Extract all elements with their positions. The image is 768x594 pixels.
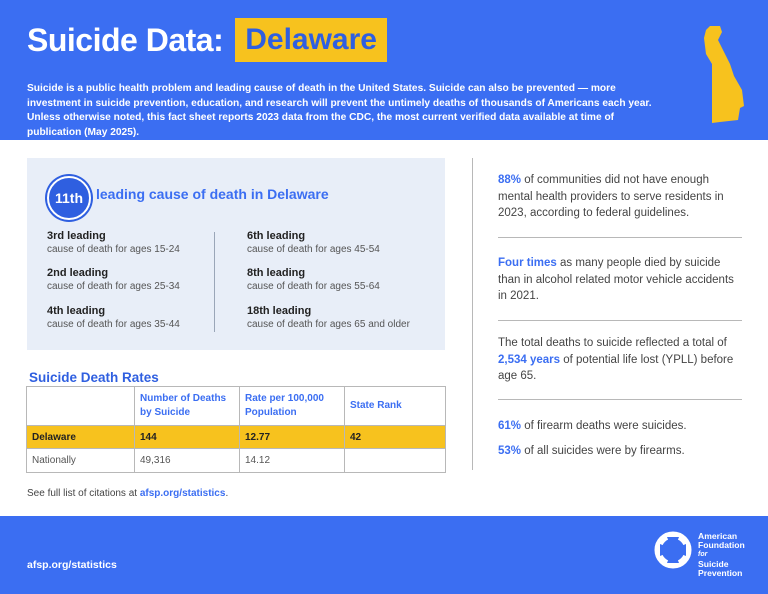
fact-item: [498, 172, 743, 222]
ranking-item: [47, 266, 247, 294]
table-cell: [345, 449, 446, 473]
table-cell: 144: [135, 426, 240, 449]
title-text: Suicide Data:: [27, 21, 224, 58]
column-divider: [214, 232, 215, 332]
table-header-row: [27, 387, 446, 426]
life-ring-icon: [654, 531, 692, 569]
header-cell: State Rank: [345, 387, 446, 426]
fact-highlight: 88%: [498, 174, 522, 186]
table-row: [27, 449, 446, 473]
org-line: Prevention: [698, 567, 743, 578]
rates-title: Suicide Death Rates: [29, 370, 159, 385]
fact-item: [498, 443, 743, 460]
footer-banner: [0, 516, 768, 594]
fact-text: as many people died by suicide than in alcohol related motor vehicle accidents in 2021.: [498, 257, 734, 302]
table-cell: 49,316: [135, 449, 240, 473]
org-line: American: [698, 531, 738, 541]
fact-text: of all suicides were by firearms.: [521, 445, 685, 457]
ranking-item-desc: cause of death for ages 65 and older: [247, 319, 410, 330]
org-line: Foundation: [698, 540, 745, 551]
fact-text: of potential life lost (YPLL) before age 65.: [498, 353, 734, 382]
ranking-item-title: 8th leading: [247, 267, 306, 279]
footer-link[interactable]: afsp.org/statistics: [27, 559, 117, 571]
ranking-item: [47, 229, 247, 257]
org-name: [698, 532, 745, 578]
ranking-item-desc: cause of death for ages 15-24: [47, 244, 180, 255]
citation-prefix: See full list of citations at: [27, 488, 140, 499]
ranking-item-desc: cause of death for ages 25-34: [47, 281, 180, 292]
ranking-item: [247, 304, 447, 332]
fact-highlight: 53%: [498, 445, 522, 457]
fact-highlight: 2,534 years: [498, 353, 561, 366]
ranking-item-desc: cause of death for ages 35-44: [47, 319, 180, 330]
ranking-item-title: 4th leading: [47, 305, 106, 317]
ranking-item-title: 2nd leading: [47, 267, 109, 279]
state-name-badge: Delaware: [235, 18, 387, 62]
page-title: [27, 18, 387, 62]
ranking-item-title: 6th leading: [247, 230, 306, 242]
fact-text: of firearm deaths were suicides.: [521, 420, 687, 432]
header-cell: [27, 387, 135, 426]
fact-item: [498, 418, 743, 435]
fact-pre: The total deaths to suicide reflected a total of: [498, 337, 727, 349]
table-row: [27, 426, 446, 449]
rank-label: leading cause of death in Delaware: [96, 186, 329, 202]
org-line: for: [698, 551, 708, 559]
table-cell: 42: [345, 426, 446, 449]
header-cell: Rate per 100,000 Population: [240, 387, 345, 426]
table-cell: 12.77: [240, 426, 345, 449]
ranking-item-title: 3rd leading: [47, 230, 106, 242]
ranking-item: [47, 304, 247, 332]
divider: [498, 399, 742, 400]
intro-paragraph: Suicide is a public health problem and leading cause of death in the United States. Suicide can also be prevented — more investment in suicide prevention, education, and research will prevent the untimely deaths of thousands of Americans each year. Unless otherwise noted, this fact sheet reports 2023 data from the CDC, the most current verified data available at time of publication (May 2025).: [27, 83, 652, 138]
fact-text: of communities did not have enough mental health providers to serve residents in 2023, according to federal guidelines.: [498, 174, 724, 219]
rates-table: [26, 386, 446, 473]
divider: [498, 320, 742, 321]
citation-link[interactable]: afsp.org/statistics: [139, 488, 226, 499]
ranking-item-title: 18th leading: [247, 305, 312, 317]
fact-highlight: 61%: [498, 420, 522, 432]
ranking-item: [247, 266, 447, 294]
fact-item: [498, 255, 743, 305]
citation-note: [27, 488, 228, 499]
fact-highlight: Four times: [498, 257, 557, 269]
vertical-divider: [472, 158, 473, 470]
table-cell: Nationally: [27, 449, 135, 473]
ranking-item-desc: cause of death for ages 55-64: [247, 281, 380, 292]
delaware-map-icon: [690, 24, 744, 124]
table-cell: Delaware: [27, 426, 135, 449]
divider: [498, 237, 742, 238]
org-line: Suicide: [698, 558, 729, 569]
ranking-item-desc: cause of death for ages 45-54: [247, 244, 380, 255]
table-cell: 14.12: [240, 449, 345, 473]
citation-suffix: .: [225, 488, 229, 499]
fact-item: [498, 335, 743, 385]
rank-badge: 11th: [47, 176, 91, 220]
ranking-item: [247, 229, 447, 257]
header-cell: Number of Deaths by Suicide: [135, 387, 240, 426]
